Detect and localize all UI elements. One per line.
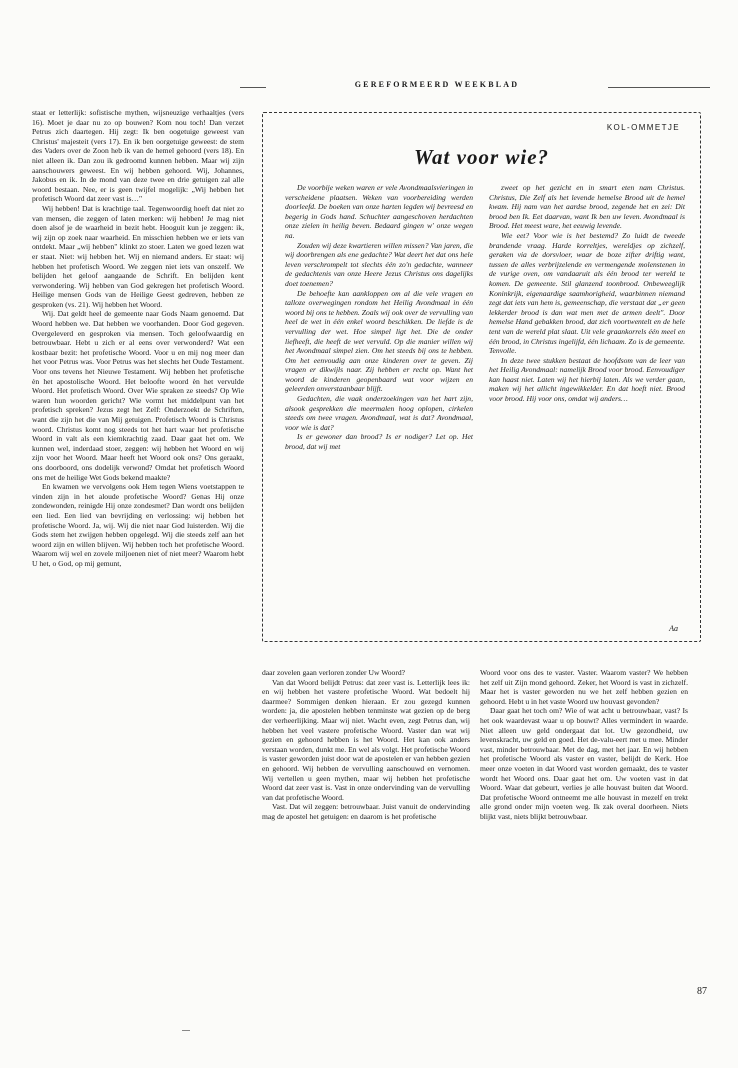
scan-mark xyxy=(182,1030,190,1031)
paragraph: En kwamen we vervolgens ook Hem tegen Wiens voetstappen te vinden zijn in het aloude profetische Woord? Genas Hij onze zondewonden, reinigde Hij onze zondesmet? Dan wordt ons belijden een lied. Een lied van bevrijding en verlossing: wij hebben het profetische Woord. Ja, wij. Wij die niet naar God luisterden. Wij die Gods stem het zwijgen hebben opgelegd. Wij die steeds zelf aan het woord zijn en willen blijven. Wij hebben toch het profetische Woord. Waarom wij wel en zovele miljoenen niet of niet meer? Waarom hebt U het, o God, op mij gemunt, xyxy=(32,482,244,568)
paragraph: Wij hebben! Dat is krachtige taal. Tegenwoordig hoeft dat niet zo van mensen, die zeggen of laten merken: wij hebben! Je mag niet doen alsof je de waarheid in bezit hebt. Hooguit kun je zeggen: ik, wij zijn op zoek naar waarheid. En misschien hebben we er iets van ontdekt. Maar „wij hebben" klinkt zo stoer. Laten we goed lezen wat er staat. Niet: wij hebben het. Wij en niemand anders. Er staat: wij hebben het profetisch Woord. We zeggen niet iets van onszelf. We belijden het geloof aangaande de Schrift. En belijden kent verwondering. Wij hebben van God gekregen het profetisch Woord. Heilige mensen Gods van de Heilige Geest gedreven, hebben ze gesproken (vs. 21). Wij hebben het Woord. xyxy=(32,203,244,309)
paragraph: De behoefte kan aankloppen om al die vele vragen en talloze overwegingen rondom het Heilig Avondmaal in één woord bij ons te hebben. Zoals wij ook over de vervulling van heel de wet in één enkel woord beschikken. De liefde is de vervulling der wet. Hoe simpel ligt het. Die de onder liefheeft, die heeft de wet vervuld. Op die manier willen wij het Avondmaal simpel zien. Om het steeds bij ons te hebben. Om het eenvoudig aan onze kinderen over te geven. Zij vragen er dikwijls naar. Zij hebben er recht op. Want het woord de kinderen geopenbaard wat voor wijzen en geleerden onverstaanbaar blijft. xyxy=(285,288,473,394)
paragraph: Woord voor ons des te vaster. Vaster. Waarom vaster? We hebben het zelf uit Zijn mond gehoord. Zeker, het Woord is vast in zichzelf. Maar het is vaster geworden nu we het zelf hebben gezien en gehoord. Hebt u in het vaste Woord uw houvast gevonden? xyxy=(480,668,688,706)
middle-column xyxy=(262,668,470,822)
running-header: GEREFORMEERD WEEKBLAD xyxy=(266,80,608,89)
paragraph: staat er letterlijk: sofistische mythen, wijsneuzige verhaaltjes (vers 16). Moet je daar nu zo op bouwen? Kom nou toch! Dan verzet Petrus zich daartegen. Hij zegt: Ik ben oogetuige geweest van Christus' majesteit (vers 17). En ik ben oorgetuige geweest: de stem des Vaders over de Zoon heb ik van de hemel gehoord (vers 18). En niet alleen ik. Dan zou ik gedroomd kunnen hebben. Maar wij zijn aanschouwers geweest. En wij hebben gehoord. Wij, Johannes, Jakobus en ik. In de mond van deze twee en drie getuigen zal alle woord bestaan. Nee, er is geen twijfel mogelijk: „Wij hebben het profetisch Woord dat zeer vast is…" xyxy=(32,108,244,204)
right-column xyxy=(480,668,688,822)
author-signature: Aa xyxy=(669,624,678,633)
paragraph: Gedachten, die vaak onderzoekingen van het hart zijn, alsook gesprekken die meermalen hoog oplopen, cirkelen steeds om twee vragen. Avondmaal, wat is dat? Avondmaal, voor wie is dat? xyxy=(285,394,473,432)
paragraph: zweet op het gezicht en in smart eten nam Christus. Christus, Die Zelf als het levende hemelse Brood uit de hemel kwam. Hij nam van het aardse brood, zegende het en zei: Dit brood ben Ik. Eet daarvan, want Ik ben uw leven. Avondmaal is Brood. Het meest ware, het eeuwig levende. xyxy=(489,183,685,231)
paragraph: Vast. Dat wil zeggen: betrouwbaar. Juist vanuit de ondervinding mag de apostel het getuigen: en daarom is het profetische xyxy=(262,802,470,821)
box-left-column xyxy=(285,183,473,452)
paragraph: Van dat Woord belijdt Petrus: dat zeer vast is. Letterlijk lees ik: en wij hebben het vastere profetische Woord. Wat bedoelt hij daarmee? Sommigen denken hieraan. Er zou gezegd kunnen worden: ja, die apostelen hebben tenminste wat gezien op de berg der verheerlijking. Maar wij niet. Wacht even, zegt Petrus dan, wij hebben het veel vastere profetische Woord. Vaster dan wat wij gezien en gehoord hebben is het Woord. Het kan ook anders verstaan worden, dunkt me. En wel als volgt. Het profetische Woord is vaster geworden juist door wat de apostelen er van hebben gezien en gehoord. Wij hebben de vervulling aanschouwd en vernomen. Wij vertellen u geen mythen, maar wij hebben het profetische Woord dat zeer vast is. Vast in onze ondervinding van de vervulling van dat profetische Woord. xyxy=(262,677,470,802)
left-column xyxy=(32,108,244,569)
kol-ommetje-box xyxy=(262,112,701,642)
page-number: 87 xyxy=(697,986,707,997)
paragraph: Wij. Dat geldt heel de gemeente naar Gods Naam genoemd. Dat Woord hebben we. Dat hebben we voorhanden. Door God gegeven. Overgeleverd en gesproken via mensen. Toch geloofwaardig en betrouwbaar. Hebt u zich er al eens over verwonderd? Wat een kostbaar bezit: het profetische Woord. Voor u en mij nog meer dan het voor Petrus was. Voor Petrus was het slechts het Oude Testament. Voor ons tevens het Nieuwe Testament. Wij hebben het profetische èn het apostolische Woord. Het beloofte woord èn het vervulde Woord. Het profetisch Woord. Over Wie spraken ze steeds? Op Wie waren hun woorden gericht? Wie vormt het middelpunt van het profetisch spreken? Jezus zegt het Zelf: Onderzoekt de Schriften, want die zijn het die van Mij getuigen. Profetisch Woord is Christus woord. Christus komt nog steeds tot het hart waar het profetische Woord in valt als een kiemkrachtig zaad. Daar gaat het om. We kunnen wel, inderdaad stoer, zeggen: wij hebben het Woord en wij zijn voor het Woord. Maar heeft het Woord ook ons? Ons geraakt, ons doorboord, ons dodelijk verwond? Omdat het profetisch Woord ons met de heilige Wet Gods bekend maakte? xyxy=(32,309,244,482)
paragraph: In deze twee stukken bestaat de hoofdsom van de leer van het Heilig Avondmaal: namelijk Brood voor brood. Eenvoudiger kan haast niet. Laten wij het hierbij laten. Als we verder gaan, maken wij het allicht ingewikkelder. En dat hoeft niet. Brood voor brood. Hij voor ons, omdat wij anders… xyxy=(489,355,685,404)
paragraph: Daar gaat het toch om? Wie of wat acht u betrouwbaar, vast? Is het ook waardevast waar u op bouwt? Alles vermindert in waarde. Niet alleen uw geld ondergaat dat lot. Uw gezondheid, uw levenskracht, uw geld en goed. Het de-valu-eert met u mee. Minder vast, minder betrouwbaar. Met de dag, met het jaar. En wij hebben het profetische Woord als vaster en vaster, belijdt de Kerk. Hoe meer onze voeten in dat Woord vast worden gemaakt, des te vaster wordt het Woord ons. Daar gaat het om. Uw voeten vast in dat Woord. Waar dat gebeurt, verlies je alle houvast buiten dat Woord. Dat profetische Woord ontneemt me alle houvast in mezelf en trekt alle grond onder mijn voeten weg. Ik zak overal doorheen. Niets blijkt vast, niets blijkt betrouwbaar. xyxy=(480,706,688,821)
box-title: Wat voor wie? xyxy=(413,145,550,169)
box-label: KOL-OMMETJE xyxy=(606,123,680,132)
paragraph: Zouden wij deze kwartieren willen missen? Van jaren, die wij doorbrengen als ene gedachte? Wat deert het dat ons hele leven verschrompelt tot slechts één zo'n gedachte, wanneer de gedachtenis van onze Heere Jezus Christus ons dagelijks doet toenemen? xyxy=(285,240,473,288)
paragraph: De voorbije weken waren er vele Avondmaalsvieringen in verscheidene plaatsen. Weken van voorbereiding werden doorleefd. De boeken van onze harten legden wij bevreesd en begerig in Gods hand. Schuchter aangeschoven herdachten onze zielen in heilig beven. Bedaard gingen w' onze wegen na. xyxy=(285,183,473,240)
paragraph: Wie eet? Voor wie is het bestemd? Zo luidt de tweede brandende vraag. Harde korreltjes, wereldjes op zichzelf, geraken via de dorsvloer, waar de boze zifter driftig want, tussen de alles verbrijzelende en vermengende molenstenen in de vurige oven, om vandaaruit als één brood ter wereld te komen. De gemeente. Stil glanzend toonbrood. Onbeweeglijk Koninkrijk, eigenaardige saamhorigheid, waarbinnen niemand zegt dat iets van hem is, gemeenschap, die verstaat dat „er geen lekkerder brood is dan wat men met de armen deelt". Door hemelse Hand gebakken brood, dat zich voortwentelt en de hele tent van de wereld plat slaat. Uit vele graankorrels één meel en één brood, in Christus ingelijfd, één lichaam. Zo is de gemeente. Tenvolle. xyxy=(489,230,685,356)
box-right-column xyxy=(489,183,685,404)
paragraph: Is er gewoner dan brood? Is er nodiger? Let op. Het brood, dat wij met xyxy=(285,432,473,452)
paragraph: daar zovelen gaan verloren zonder Uw Woord? xyxy=(262,668,406,677)
